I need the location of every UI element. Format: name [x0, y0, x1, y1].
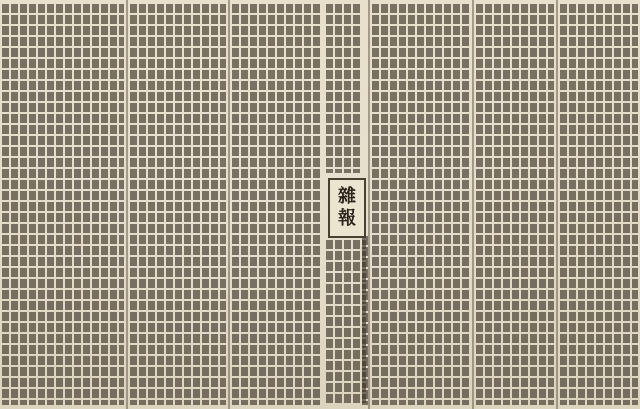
column-divider	[126, 0, 128, 409]
text-column-block-below-heading	[326, 240, 366, 405]
column-divider	[556, 0, 558, 409]
text-column-block-left	[130, 4, 226, 405]
text-column-block-center	[372, 4, 470, 405]
section-heading	[328, 178, 366, 238]
section-heading-char-1: 雜	[338, 186, 356, 207]
text-column-block-heading-left	[326, 4, 362, 173]
column-divider	[368, 0, 370, 409]
section-heading-char-2: 報	[338, 208, 356, 229]
text-column-block-right	[560, 4, 638, 405]
column-divider	[472, 0, 474, 409]
text-column-block-far-left	[2, 4, 124, 405]
column-divider	[228, 0, 230, 409]
text-column-block-right-center	[476, 4, 554, 405]
text-column-block-left-center	[232, 4, 322, 405]
